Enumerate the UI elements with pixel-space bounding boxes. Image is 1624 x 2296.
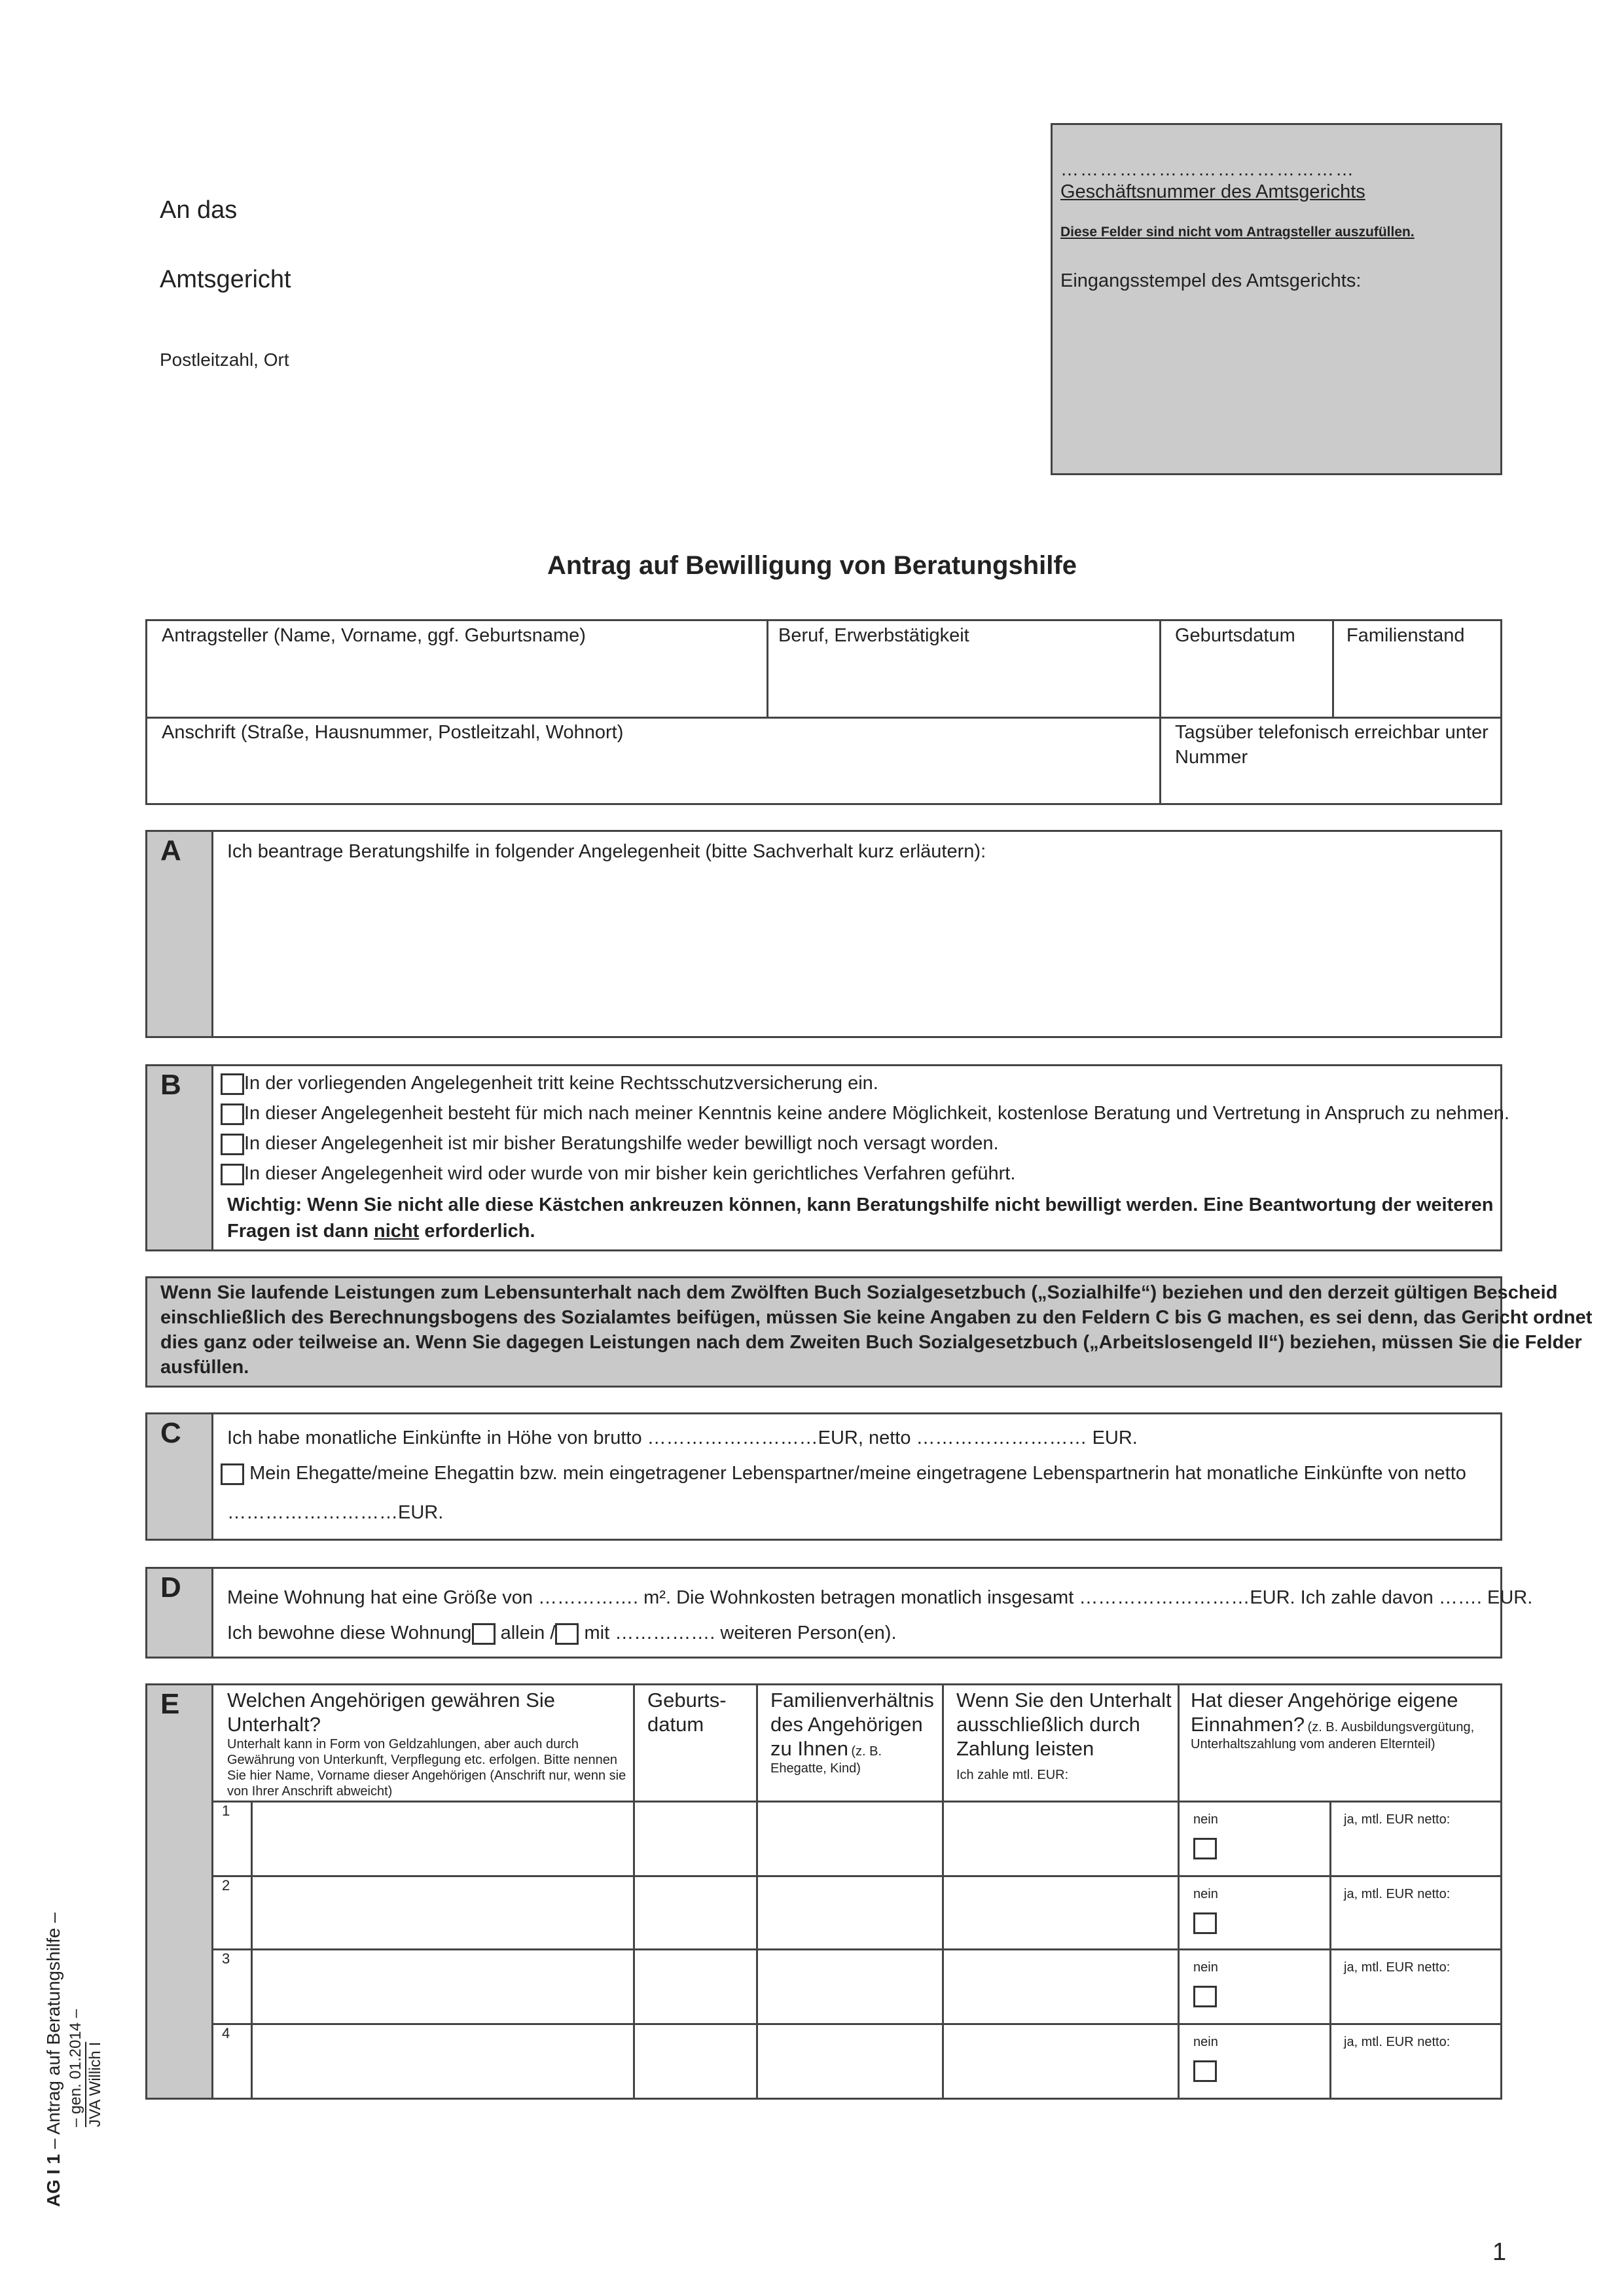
case-number-dots: ………………………………………: [1060, 159, 1355, 179]
row-number: 2: [222, 1877, 230, 1893]
case-number-label: Geschäftsnummer des Amtsgerichts: [1060, 181, 1365, 202]
income-yes-label: ja, mtl. EUR netto:: [1344, 2035, 1451, 2049]
form-date-footer: – gen. 01.2014 –: [67, 2009, 84, 2127]
col3-head: Familienverhältnis des Angehörigen zu Ihnen: [770, 1689, 934, 1760]
dependent-name-field[interactable]: [253, 1950, 632, 2021]
receipt-stamp-label: Eingangsstempel des Amtsgerichts:: [1060, 270, 1362, 291]
spouse-income-text: Mein Ehegatte/meine Ehegattin bzw. mein eingetragener Lebenspartner/meine eingetragene Lebenspartnerin hat monatliche Einkünfte von netto: [249, 1463, 1466, 1484]
col4-head: Wenn Sie den Unterhalt ausschließlich durch Zahlung leisten: [956, 1689, 1172, 1760]
table-row: [211, 2025, 1502, 2098]
section-a: [145, 830, 1502, 1038]
section-a-letter: A: [160, 834, 181, 867]
dependent-name-field[interactable]: [253, 2025, 632, 2096]
row-number: 4: [222, 2025, 230, 2041]
residence-line: [227, 1623, 897, 1645]
check-item-2: [221, 1103, 1509, 1125]
section-b-warning-1: Wichtig: Wenn Sie nicht alle diese Kästchen ankreuzen können, kann Beratungshilfe nicht bewilligt werden. Eine Beantwortung der weiteren: [227, 1194, 1494, 1215]
with-others-label: mit ……………. weiteren Person(en).: [584, 1623, 897, 1643]
dependent-birth-field[interactable]: [634, 1803, 753, 1873]
warning-part-a: Fragen ist dann: [227, 1221, 374, 1242]
checkbox-with-others[interactable]: [555, 1623, 579, 1645]
dependent-payment-field[interactable]: [943, 1877, 1175, 1946]
col1-head: Welchen Angehörigen gewähren Sie Unterhalt?: [227, 1689, 555, 1736]
court-use-box: [1051, 123, 1502, 475]
checkbox-spouse-income[interactable]: [221, 1463, 244, 1485]
checkbox-income-no[interactable]: [1193, 1912, 1217, 1934]
housing-line[interactable]: Meine Wohnung hat eine Größe von ……………. m². Die Wohnkosten betragen monatlich insgesamt ………………………EUR. Ich zahle davon ……. EUR.: [227, 1587, 1533, 1608]
residence-text: Ich bewohne diese Wohnung: [227, 1623, 472, 1643]
notice-line-3: dies ganz oder teilweise an. Wenn Sie dagegen Leistungen nach dem Zweiten Buch Sozialgesetzbuch („Arbeitslosengeld II“) beziehen, müssen Sie die Felder: [160, 1332, 1582, 1353]
dependent-relation-field[interactable]: [757, 1950, 939, 2021]
dependent-birth-field[interactable]: [634, 1877, 753, 1946]
dependent-birth-field[interactable]: [634, 2025, 753, 2096]
marital-status-field[interactable]: [1336, 654, 1500, 714]
dependents-payment-header: [956, 1688, 1172, 1783]
phone-label: Tagsüber telefonisch erreichbar unter: [1175, 722, 1489, 743]
form-title: Antrag auf Bewilligung von Beratungshilfe: [547, 551, 1077, 580]
dependents-name-header: [227, 1688, 626, 1799]
checkbox-alone[interactable]: [472, 1623, 496, 1645]
recipient-postal: Postleitzahl, Ort: [160, 350, 289, 370]
section-b-letter: B: [160, 1069, 181, 1101]
form-code: AG I 1: [43, 2154, 63, 2207]
section-c-letter: C: [160, 1417, 181, 1449]
income-yes-label: ja, mtl. EUR netto:: [1344, 1960, 1451, 1975]
checkbox-no-prior-aid[interactable]: [221, 1134, 244, 1155]
check-item-1: [221, 1073, 878, 1095]
dependent-payment-field[interactable]: [943, 2025, 1175, 2096]
income-no-label: nein: [1193, 2035, 1218, 2049]
check-item-2-text: In dieser Angelegenheit besteht für mich nach meiner Kenntnis keine andere Möglichkeit, kostenlose Beratung und Vertretung in Anspruch zu nehmen.: [244, 1103, 1509, 1124]
notice-line-1: Wenn Sie laufende Leistungen zum Lebensunterhalt nach dem Zwölften Buch Sozialgesetzbuch („Sozialhilfe“) beziehen und den derzeit gültigen Bescheid: [160, 1282, 1558, 1303]
dependents-birth-header: Geburts- datum: [647, 1689, 727, 1736]
dependent-birth-field[interactable]: [634, 1950, 753, 2021]
dependents-relation-header: [770, 1688, 934, 1776]
page-number: 1: [1492, 2238, 1507, 2266]
form-code-footer: [43, 1912, 64, 2207]
section-a-prompt: Ich beantrage Beratungshilfe in folgender Angelegenheit (bitte Sachverhalt kurz erläutern):: [227, 841, 986, 862]
col3-note: (z. B. Ehegatte, Kind): [770, 1744, 882, 1776]
applicant-name-field[interactable]: [150, 654, 763, 714]
section-e-letter: E: [160, 1688, 180, 1720]
table-row: [211, 1950, 1502, 2023]
check-item-3: [221, 1133, 999, 1155]
court-use-notice: Diese Felder sind nicht vom Antragsteller auszufüllen.: [1060, 224, 1415, 240]
warning-part-c: erforderlich.: [419, 1221, 535, 1242]
income-no-label: nein: [1193, 1960, 1218, 1975]
form-desc: – Antrag auf Beratungshilfe –: [43, 1912, 63, 2155]
notice-line-2: einschließlich des Berechnungsbogens des Sozialamtes beifügen, müssen Sie keine Angaben zu den Feldern C bis G machen, es sei denn, das Gericht ordnet: [160, 1307, 1593, 1328]
check-item-3-text: In dieser Angelegenheit ist mir bisher Beratungshilfe weder bewilligt noch versagt worden.: [244, 1133, 999, 1154]
checkbox-income-no[interactable]: [1193, 1986, 1217, 2007]
col5-head: Hat dieser Angehörige eigene Einnahmen?: [1191, 1689, 1458, 1736]
checkbox-no-court-proceedings[interactable]: [221, 1164, 244, 1185]
table-row: [211, 1803, 1502, 1875]
address-field[interactable]: [150, 749, 1155, 802]
row-number: 3: [222, 1950, 230, 1967]
income-line[interactable]: Ich habe monatliche Einkünfte in Höhe von brutto ………………………EUR, netto ……………………… EUR.: [227, 1427, 1138, 1448]
checkbox-income-no[interactable]: [1193, 1838, 1217, 1859]
section-e: [145, 1683, 1502, 2100]
col4-note: Ich zahle mtl. EUR:: [956, 1768, 1069, 1782]
section-c: [145, 1412, 1502, 1541]
occupation-field[interactable]: [770, 654, 1157, 714]
col5-note: (z. B. Ausbildungsvergütung, Unterhaltszahlung vom anderen Elternteil): [1191, 1720, 1475, 1751]
form-printer-footer: JVA Willich I: [86, 2041, 104, 2127]
matter-description-field[interactable]: [219, 871, 1496, 1033]
warning-part-b: nicht: [373, 1221, 420, 1242]
phone-label-2: Nummer: [1175, 747, 1248, 768]
birthdate-label: Geburtsdatum: [1175, 625, 1295, 646]
checkbox-income-no[interactable]: [1193, 2060, 1217, 2082]
occupation-label: Beruf, Erwerbstätigkeit: [778, 625, 969, 646]
col1-note: Unterhalt kann in Form von Geldzahlungen, aber auch durch Gewährung von Unterkunft, Verpflegung etc. erfolgen. Bitte nennen Sie hier Name, Vorname dieser Angehörigen (Anschrift nur, wenn sie von Ihrer Anschrift abweicht): [227, 1737, 626, 1799]
dependent-relation-field[interactable]: [757, 1877, 939, 1946]
table-row: [211, 1877, 1502, 1948]
dependent-relation-field[interactable]: [757, 2025, 939, 2096]
check-item-4-text: In dieser Angelegenheit wird oder wurde von mir bisher kein gerichtliches Verfahren geführt.: [244, 1163, 1016, 1184]
alone-label: allein /: [500, 1623, 556, 1643]
income-yes-label: ja, mtl. EUR netto:: [1344, 1812, 1451, 1827]
social-benefits-notice: [145, 1276, 1593, 1388]
dependent-relation-field[interactable]: [757, 1803, 939, 1873]
dependents-income-header: [1191, 1688, 1498, 1752]
checkbox-no-other-free-advice[interactable]: [221, 1103, 244, 1125]
phone-field[interactable]: [1163, 773, 1497, 803]
check-item-1-text: In der vorliegenden Angelegenheit tritt keine Rechtsschutzversicherung ein.: [244, 1073, 878, 1094]
applicant-block: [145, 619, 1502, 805]
recipient-line-1: An das: [160, 196, 238, 224]
marital-status-label: Familienstand: [1346, 625, 1465, 646]
address-label: Anschrift (Straße, Hausnummer, Postleitzahl, Wohnort): [162, 722, 624, 743]
income-yes-label: ja, mtl. EUR netto:: [1344, 1887, 1451, 1901]
checkbox-no-legal-insurance[interactable]: [221, 1073, 244, 1095]
notice-line-4: ausfüllen.: [160, 1357, 249, 1378]
spouse-income-amount[interactable]: ………………………EUR.: [227, 1502, 444, 1523]
section-b-warning-2: [227, 1221, 535, 1242]
check-item-4: [221, 1163, 1015, 1185]
dependent-payment-field[interactable]: [943, 1950, 1175, 2021]
birthdate-field[interactable]: [1163, 654, 1329, 714]
income-no-label: nein: [1193, 1812, 1218, 1827]
applicant-name-label: Antragsteller (Name, Vorname, ggf. Geburtsname): [162, 625, 586, 646]
recipient-court: Amtsgericht: [160, 266, 291, 293]
spouse-income-line: [221, 1463, 1466, 1485]
dependent-name-field[interactable]: [253, 1803, 632, 1873]
dependent-name-field[interactable]: [253, 1877, 632, 1946]
section-d-letter: D: [160, 1571, 181, 1604]
income-no-label: nein: [1193, 1887, 1218, 1901]
section-b: [145, 1064, 1509, 1251]
row-number: 1: [222, 1803, 230, 1819]
section-d: [145, 1567, 1533, 1659]
dependent-payment-field[interactable]: [943, 1803, 1175, 1873]
